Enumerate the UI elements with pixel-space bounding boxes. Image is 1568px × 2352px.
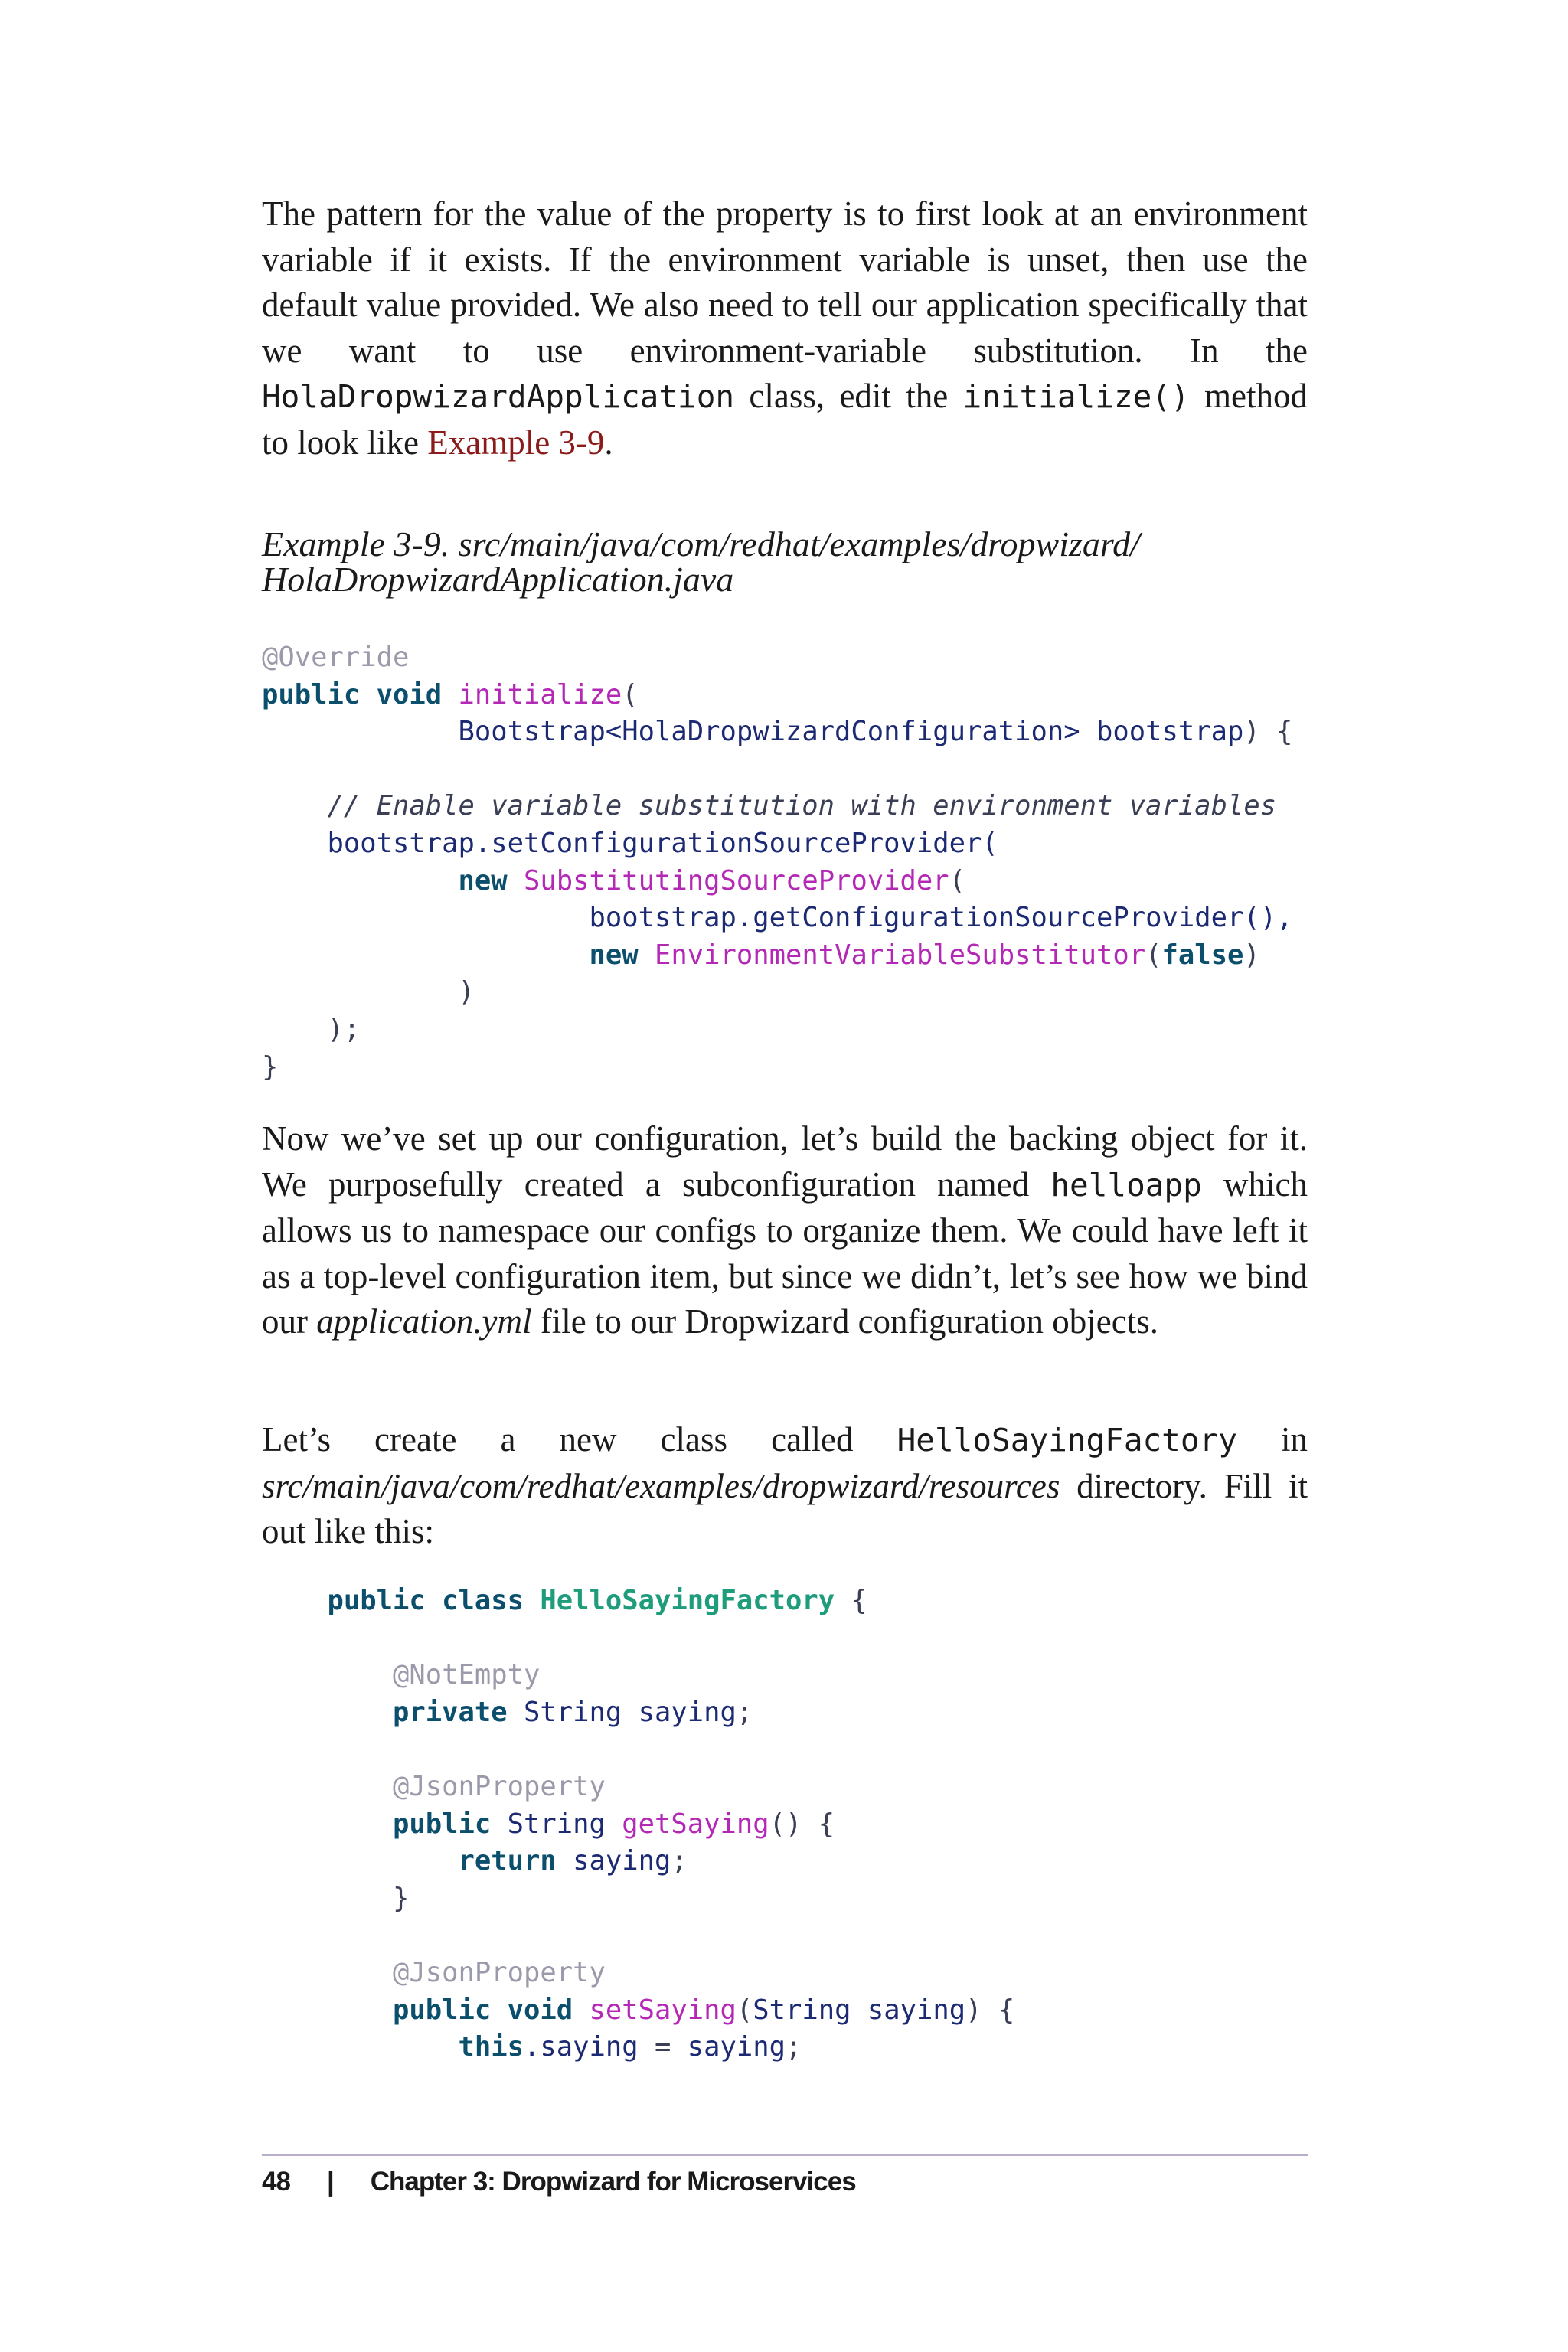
para2-mid: which allows us to namespace our configs to organize them. We could have left it as a top-level configuration item, but since we didn’t, let’s see how we bind our (262, 1165, 1308, 1341)
code-block-factory (262, 1583, 1308, 2066)
kw-private: private (392, 1696, 508, 1728)
kw-void-2: void (507, 1994, 573, 2026)
path-inline: src/main/java/com/redhat/examples/dropwizard/resources (262, 1466, 1060, 1505)
footer-rule (262, 2154, 1308, 2156)
kw-public-3: public (392, 1808, 492, 1840)
bootstrap-type: Bootstrap<HolaDropwizardConfiguration> (458, 716, 1080, 748)
kw-public-2: public (327, 1585, 426, 1616)
fn-get-saying: getSaying (622, 1808, 769, 1840)
paragraph-2 (262, 1116, 1308, 1345)
get-provider-call: bootstrap.getConfigurationSourceProvider(), (589, 902, 1293, 934)
type-string-1: String (523, 1696, 622, 1728)
paragraph-3-text (262, 1417, 1308, 1555)
method-name-inline: initialize() (962, 378, 1190, 415)
example-link[interactable]: Example 3-9 (427, 423, 605, 462)
set-provider-call: bootstrap.setConfigurationSourceProvider( (327, 827, 998, 859)
example-caption (262, 524, 1308, 599)
paragraph-1 (262, 191, 1308, 466)
jsonproperty-annotation-1: @JsonProperty (392, 1770, 606, 1802)
para3-lead: Let’s create a new class called (262, 1420, 854, 1459)
code-listing-1: @Override public void initialize( Bootstrap<HolaDropwizardConfiguration> bootstrap) { // Enable variable substitution with environment variables bootstrap.setConfigurationSourceProvider( new SubstitutingSourceProvider( bootstrap.getConfigurationSourceProvider(), new EnvironmentVariableSubstitutor(false) ) ); } (262, 642, 1293, 1083)
chapter-title: Chapter 3: Dropwizard for Microservices (370, 2167, 856, 2197)
footer-separator: | (326, 2167, 334, 2197)
code-comment: // Enable variable substitution with environment variables (327, 790, 1277, 822)
jsonproperty-annotation-2: @JsonProperty (392, 1956, 606, 1988)
fn-set-saying: setSaying (589, 1994, 737, 2026)
para1-mid: class, edit the (749, 377, 949, 415)
paragraph-2-text (262, 1116, 1308, 1345)
type-string-2: String (507, 1808, 606, 1840)
file-name-inline: application.yml (316, 1302, 532, 1341)
kw-false: false (1161, 939, 1244, 971)
param-saying: saying (867, 1994, 966, 2026)
code-block-initialize (262, 639, 1308, 1086)
page-footer (262, 2167, 856, 2197)
kw-public: public (262, 678, 361, 710)
para1-end: . (604, 423, 613, 462)
para1-lead: The pattern for the value of the property is to first look at an environment variable if it exists. If the environment variable is unset, then use the default value provided. We also need to tell our application specifically that we want to use environment-variable substitution. In the (262, 194, 1308, 370)
kw-class: class (442, 1585, 524, 1616)
return-saying: saying (573, 1845, 671, 1877)
kw-this: this (458, 2031, 524, 2063)
para2-lead: Now we’ve set up our configuration, let’s build the backing object for it. We purposefully created a subconfiguration named (262, 1119, 1308, 1204)
kw-public-4: public (392, 1994, 492, 2026)
para1-tail: method to look like (262, 377, 1308, 462)
field-saying: saying (638, 1696, 737, 1728)
kw-void: void (376, 678, 443, 710)
caption-line-2: HolaDropwizardApplication.java (262, 560, 734, 599)
config-name-inline: helloapp (1050, 1166, 1202, 1204)
para2-tail: file to our Dropwizard configuration objects. (540, 1302, 1158, 1341)
notempty-annotation: @NotEmpty (392, 1659, 541, 1691)
class-name-inline-2: HelloSayingFactory (897, 1422, 1237, 1459)
class-name-inline: HolaDropwizardApplication (262, 378, 735, 415)
code-listing-2: public class HelloSayingFactory { @NotEmpty private String saying; @JsonProperty public String getSaying() { return saying; } @JsonProperty public void setSaying(String saying) { this.saying = saying; (327, 1585, 1015, 2063)
paragraph-3 (262, 1417, 1308, 1555)
kw-new-1: new (458, 864, 508, 897)
env-substitutor: EnvironmentVariableSubstitutor (654, 939, 1146, 971)
kw-new-2: new (589, 939, 639, 971)
type-string-3: String (753, 1994, 851, 2026)
para3-tail: directory. Fill it out like this: (262, 1466, 1308, 1550)
substituting-provider: SubstitutingSourceProvider (523, 864, 949, 897)
page-number: 48 (262, 2167, 290, 2197)
factory-class-name: HelloSayingFactory (540, 1585, 835, 1616)
caption-line-1: Example 3-9. src/main/java/com/redhat/examples/dropwizard/ (262, 524, 1140, 564)
bootstrap-param: bootstrap (1096, 716, 1244, 748)
this-saying-field: .saying (523, 2031, 639, 2063)
assign-saying: saying (687, 2031, 786, 2063)
override-annotation: @Override (262, 642, 410, 673)
paragraph-1-text (262, 191, 1308, 466)
kw-return: return (458, 1845, 557, 1877)
para3-mid: in (1281, 1420, 1308, 1459)
fn-initialize: initialize (458, 678, 622, 710)
